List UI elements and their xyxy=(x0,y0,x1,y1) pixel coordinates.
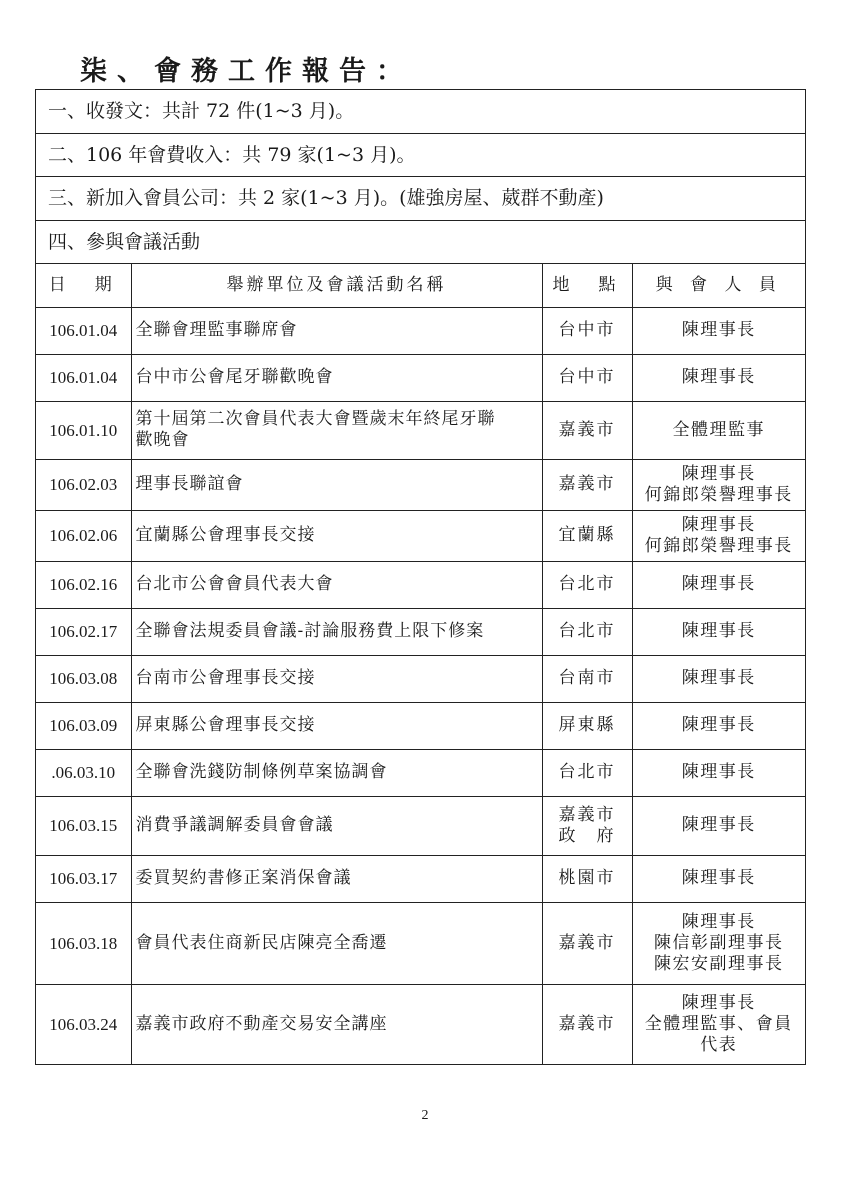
cell-event xyxy=(131,401,542,459)
cell-attendees xyxy=(632,655,805,702)
cell-location-line: 嘉義市 xyxy=(558,419,616,440)
cell-date: 106.03.24 xyxy=(36,984,131,1064)
cell-location xyxy=(542,702,632,749)
cell-attendees-line: 陳理事長 xyxy=(681,514,756,535)
cell-event xyxy=(131,510,542,561)
summary-item: 四、參與會議活動 xyxy=(36,221,805,264)
table-row xyxy=(36,608,805,655)
cell-date: 106.01.04 xyxy=(36,307,131,354)
cell-event-line: 歡晚會 xyxy=(135,430,190,450)
cell-date: 106.03.17 xyxy=(36,855,131,902)
cell-event xyxy=(131,561,542,608)
cell-location xyxy=(542,608,632,655)
table-row xyxy=(36,749,805,796)
cell-location xyxy=(542,902,632,984)
cell-attendees-line: 陳理事長 xyxy=(681,320,756,340)
cell-event-line: 委買契約書修正案消保會議 xyxy=(135,868,352,888)
cell-event xyxy=(131,702,542,749)
cell-attendees-line: 全體理監事、會員 xyxy=(644,1013,793,1034)
cell-attendees xyxy=(632,796,805,855)
cell-event xyxy=(131,749,542,796)
cell-location-line: 桃園市 xyxy=(558,868,616,888)
cell-attendees-line: 陳理事長 xyxy=(681,815,756,835)
cell-date: 106.02.06 xyxy=(36,510,131,561)
cell-attendees-line: 陳理事長 xyxy=(681,762,756,782)
cell-attendees-line: 陳理事長 xyxy=(681,868,756,888)
cell-attendees-line: 陳理事長 xyxy=(681,668,756,688)
cell-event-line: 消費爭議調解委員會會議 xyxy=(135,815,334,835)
cell-date: 106.02.16 xyxy=(36,561,131,608)
cell-attendees xyxy=(632,608,805,655)
cell-event-line: 屏東縣公會理事長交接 xyxy=(135,715,316,735)
cell-date: 106.01.10 xyxy=(36,401,131,459)
cell-location-line: 台中市 xyxy=(558,320,616,340)
cell-attendees xyxy=(632,354,805,401)
cell-event-line: 台中市公會尾牙聯歡晚會 xyxy=(135,367,334,387)
table-row xyxy=(36,561,805,608)
cell-event xyxy=(131,459,542,510)
cell-attendees-line: 何錦郎榮譽理事長 xyxy=(644,484,793,505)
cell-location-line: 嘉義市 xyxy=(558,804,616,825)
cell-event-line: 理事長聯誼會 xyxy=(135,474,244,494)
table-row xyxy=(36,401,805,459)
cell-attendees-line: 陳理事長 xyxy=(681,574,756,594)
cell-location xyxy=(542,510,632,561)
cell-event-line: 全聯會理監事聯席會 xyxy=(135,320,298,340)
cell-location xyxy=(542,655,632,702)
table-row xyxy=(36,984,805,1064)
cell-event-line: 嘉義市政府不動產交易安全講座 xyxy=(135,1013,388,1034)
table-row xyxy=(36,796,805,855)
header-event: 舉辦單位及會議活動名稱 xyxy=(131,264,542,308)
cell-attendees-line: 何錦郎榮譽理事長 xyxy=(644,535,793,556)
page-number: 2 xyxy=(421,1108,429,1123)
cell-event xyxy=(131,984,542,1064)
cell-event xyxy=(131,655,542,702)
header-attendees: 與 會 人 員 xyxy=(632,264,805,308)
cell-event-line: 全聯會法規委員會議-討論服務費上限下修案 xyxy=(135,621,485,641)
table-row xyxy=(36,655,805,702)
cell-event-line: 第十屆第二次會員代表大會暨歲末年終尾牙聯 xyxy=(135,409,496,429)
table-row xyxy=(36,307,805,354)
cell-event-line: 宜蘭縣公會理事長交接 xyxy=(135,525,316,545)
header-location: 地 點 xyxy=(542,264,632,308)
cell-location xyxy=(542,561,632,608)
cell-location xyxy=(542,984,632,1064)
cell-location xyxy=(542,855,632,902)
cell-date: 106.03.15 xyxy=(36,796,131,855)
cell-location xyxy=(542,796,632,855)
header-date: 日 期 xyxy=(36,264,131,308)
cell-attendees xyxy=(632,702,805,749)
cell-event xyxy=(131,608,542,655)
cell-attendees-line: 全體理監事 xyxy=(672,419,765,440)
cell-attendees-line: 陳理事長 xyxy=(681,715,756,735)
cell-location-line: 嘉義市 xyxy=(558,474,616,494)
cell-date: 106.01.04 xyxy=(36,354,131,401)
cell-event xyxy=(131,855,542,902)
summary-item: 三、新加入會員公司：共 2 家(1~3 月)。(雄強房屋、葳群不動產) xyxy=(36,177,805,221)
cell-location xyxy=(542,307,632,354)
table-row xyxy=(36,855,805,902)
table-row xyxy=(36,902,805,984)
cell-attendees xyxy=(632,984,805,1064)
cell-attendees-line: 陳宏安副理事長 xyxy=(654,953,784,974)
cell-location-line: 台南市 xyxy=(558,668,616,688)
cell-date: 106.03.18 xyxy=(36,902,131,984)
summary-list xyxy=(36,90,805,264)
summary-item: 二、106 年會費收入：共 79 家(1~3 月)。 xyxy=(36,134,805,178)
cell-event xyxy=(131,796,542,855)
cell-location-line: 台北市 xyxy=(558,574,616,594)
cell-attendees xyxy=(632,401,805,459)
table-row xyxy=(36,510,805,561)
summary-item: 一、收發文：共計 72 件(1~3 月)。 xyxy=(36,90,805,134)
cell-date: 106.03.08 xyxy=(36,655,131,702)
cell-location xyxy=(542,401,632,459)
cell-attendees xyxy=(632,749,805,796)
cell-location xyxy=(542,354,632,401)
cell-attendees-line: 陳信彰副理事長 xyxy=(654,932,784,953)
cell-attendees xyxy=(632,855,805,902)
cell-location-line: 台中市 xyxy=(558,367,616,387)
cell-attendees xyxy=(632,902,805,984)
table-row xyxy=(36,354,805,401)
cell-location-line: 嘉義市 xyxy=(558,1013,616,1034)
cell-attendees-line: 陳理事長 xyxy=(681,463,756,484)
cell-event-line: 台北市公會會員代表大會 xyxy=(135,574,334,594)
cell-event-line: 全聯會洗錢防制條例草案協調會 xyxy=(135,762,388,782)
cell-attendees-line: 陳理事長 xyxy=(681,621,756,641)
cell-event xyxy=(131,307,542,354)
cell-location xyxy=(542,749,632,796)
cell-attendees-line: 陳理事長 xyxy=(681,367,756,387)
cell-location-line: 政 府 xyxy=(558,825,616,846)
cell-event-line: 台南市公會理事長交接 xyxy=(135,668,316,688)
cell-attendees-line: 陳理事長 xyxy=(681,911,756,932)
cell-attendees-line: 陳理事長 xyxy=(681,992,756,1013)
table-header-row xyxy=(36,264,805,308)
cell-date: 106.02.03 xyxy=(36,459,131,510)
cell-attendees xyxy=(632,510,805,561)
meeting-table xyxy=(36,264,805,1065)
cell-event xyxy=(131,902,542,984)
cell-event xyxy=(131,354,542,401)
cell-location xyxy=(542,459,632,510)
cell-attendees xyxy=(632,307,805,354)
cell-location-line: 台北市 xyxy=(558,621,616,641)
table-row xyxy=(36,459,805,510)
section-heading: 柒、會務工作報告： xyxy=(80,56,413,87)
report-frame xyxy=(35,89,806,1065)
cell-date: 106.02.17 xyxy=(36,608,131,655)
cell-attendees-line: 代表 xyxy=(700,1034,738,1055)
cell-location-line: 台北市 xyxy=(558,762,616,782)
cell-event-line: 會員代表住商新民店陳亮全喬遷 xyxy=(135,932,388,953)
cell-attendees xyxy=(632,561,805,608)
cell-attendees xyxy=(632,459,805,510)
cell-date: .06.03.10 xyxy=(36,749,131,796)
cell-location-line: 屏東縣 xyxy=(558,715,616,735)
cell-date: 106.03.09 xyxy=(36,702,131,749)
table-row xyxy=(36,702,805,749)
cell-location-line: 宜蘭縣 xyxy=(558,525,616,545)
cell-location-line: 嘉義市 xyxy=(558,932,616,953)
